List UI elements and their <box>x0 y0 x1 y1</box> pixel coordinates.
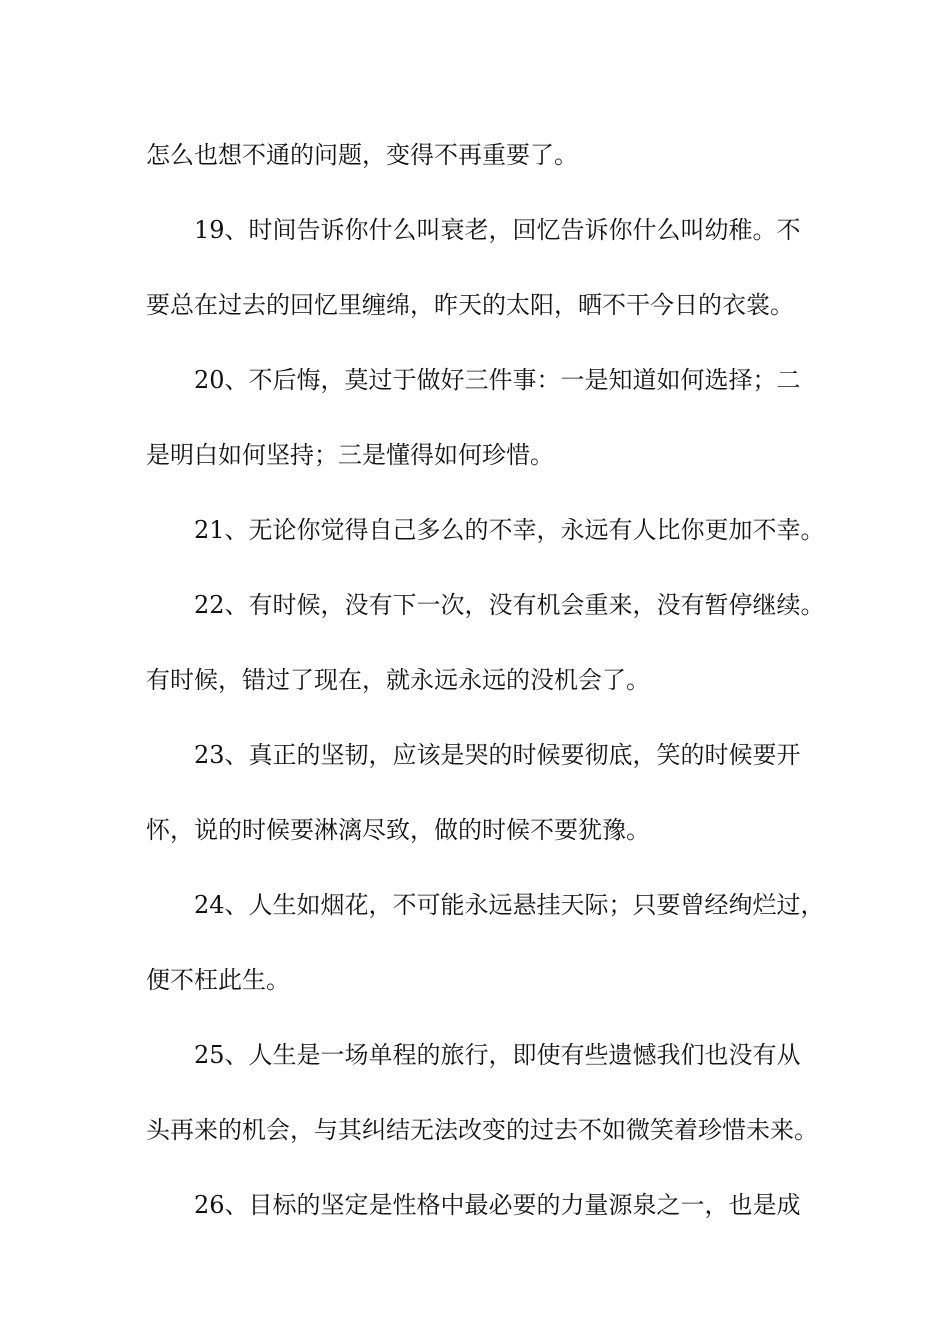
text-line: 头再来的机会，与其纠结无法改变的过去不如微笑着珍惜未来。 <box>146 1116 818 1144</box>
text-line: 有时候，错过了现在，就永远永远的没机会了。 <box>146 666 650 694</box>
text-line: 23、真正的坚韧，应该是哭的时候要彻底，笑的时候要开 <box>194 741 801 769</box>
text-line: 19、时间告诉你什么叫衰老，回忆告诉你什么叫幼稚。不 <box>194 216 801 244</box>
text-line: 24、人生如烟花，不可能永远悬挂天际；只要曾经绚烂过， <box>194 891 825 919</box>
text-line: 20、不后悔，莫过于做好三件事：一是知道如何选择；二 <box>194 366 801 394</box>
text-line: 怀，说的时候要淋漓尽致，做的时候不要犹豫。 <box>146 816 650 844</box>
text-line: 26、目标的坚定是性格中最必要的力量源泉之一，也是成 <box>194 1191 801 1219</box>
text-line: 是明白如何坚持；三是懂得如何珍惜。 <box>146 441 554 469</box>
text-line: 便不枉此生。 <box>146 966 290 994</box>
text-line: 21、无论你觉得自己多么的不幸，永远有人比你更加不幸。 <box>194 516 825 544</box>
text-line: 要总在过去的回忆里缠绵，昨天的太阳，晒不干今日的衣裳。 <box>146 291 794 319</box>
text-line: 25、人生是一场单程的旅行，即使有些遗憾我们也没有从 <box>194 1041 801 1069</box>
document-body <box>146 118 825 1243</box>
text-line: 22、有时候，没有下一次，没有机会重来，没有暂停继续。 <box>194 591 825 619</box>
text-line: 怎么也想不通的问题，变得不再重要了。 <box>146 141 578 169</box>
